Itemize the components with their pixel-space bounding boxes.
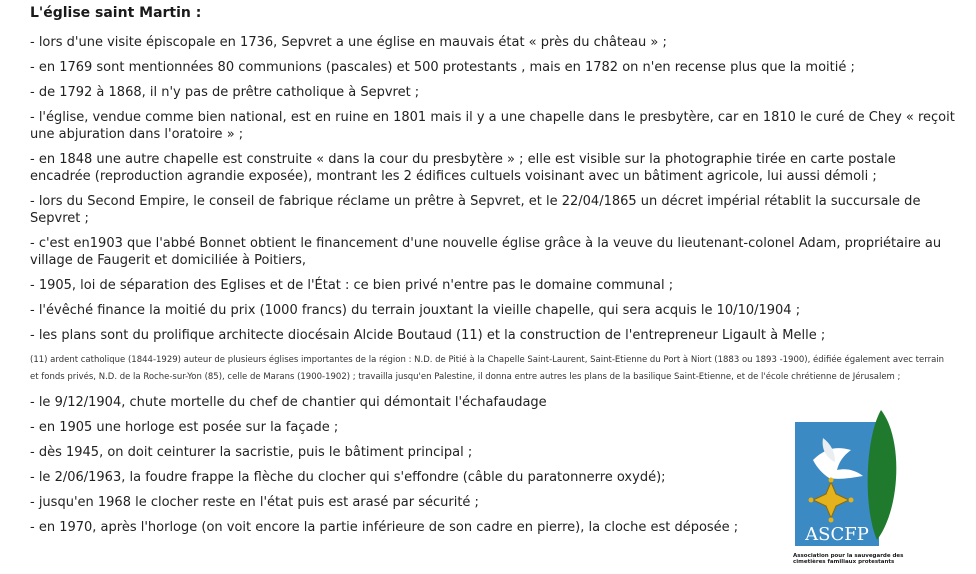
logo-name: ASCFP — [805, 524, 869, 545]
history-list-top — [30, 34, 955, 344]
ascfp-logo — [793, 408, 913, 568]
list-item: - les plans sont du prolifique architecte diocésain Alcide Boutaud (11) et la construction de l'entrepreneur Ligault à Melle ; — [30, 328, 826, 343]
list-item: - le 2/06/1963, la foudre frappe la flèche du clocher qui s'effondre (câble du paratonnerre oxydé); — [30, 470, 666, 485]
list-item: - l'évêché finance la moitié du prix (1000 francs) du terrain jouxtant la vieille chapelle, qui sera acquis le 10/10/1904 ; — [30, 303, 801, 318]
list-item: - dès 1945, on doit ceinturer la sacristie, puis le bâtiment principal ; — [30, 445, 473, 460]
list-item: - en 1769 sont mentionnées 80 communions (pascales) et 500 protestants , mais en 1782 on n'en recense plus que la moitié ; — [30, 60, 855, 75]
list-item: - jusqu'en 1968 le clocher reste en l'état puis est arasé par sécurité ; — [30, 495, 479, 510]
logo-caption: Association pour la sauvegarde des cimetières familiaux protestants — [793, 553, 904, 565]
list-item: - en 1970, après l'horloge (on voit encore la partie inférieure de son cadre en pierre), la cloche est déposée ; — [30, 520, 739, 535]
list-item: - le 9/12/1904, chute mortelle du chef de chantier qui démontait l'échafaudage — [30, 395, 547, 410]
list-item: - c'est en1903 que l'abbé Bonnet obtient le financement d'une nouvelle église grâce à la veuve du lieutenant-colonel Adam, propriétaire au village de Faugerit et domiciliée à Poitiers, — [30, 236, 942, 268]
list-item: - lors du Second Empire, le conseil de fabrique réclame un prêtre à Sepvret, et le 22/04/1865 un décret impérial rétablit la succursale de Sepvret ; — [30, 194, 921, 226]
ascfp-emblem-icon — [793, 408, 913, 553]
page-title: L'église saint Martin : — [30, 5, 202, 21]
list-item: - l'église, vendue comme bien national, est en ruine en 1801 mais il y a une chapelle dans le presbytère, car en 1810 le curé de Chey « reçoit une abjuration dans l'oratoire » ; — [30, 110, 955, 142]
list-item: - 1905, loi de séparation des Eglises et de l'État : ce bien privé n'entre pas le domaine communal ; — [30, 278, 674, 293]
list-item: - de 1792 à 1868, il n'y pas de prêtre catholique à Sepvret ; — [30, 85, 420, 100]
footnote: (11) ardent catholique (1844-1929) auteur de plusieurs églises importantes de la région : N.D. de Pitié à la Chapelle Saint-Laurent, Saint-Etienne du Port à Niort (1883 ou 1893 -1900), édifiée également avec terrain et fonds privés, N.D. de la Roche-sur-Yon (85), celle de Marans (1900-1902) ; travailla jusqu'en Palestine, il donna entre autres les plans de la basilique Saint-Etienne, et de l'école chrétienne de Jérusalem ; — [30, 355, 945, 382]
list-item: - en 1848 une autre chapelle est construite « dans la cour du presbytère » ; elle est visible sur la photographie tirée en carte postale encadrée (reproduction agrandie exposée), montrant les 2 édifices cultuels voisinant avec un bâtiment agricole, lui aussi démoli ; — [30, 152, 896, 184]
list-item: - en 1905 une horloge est posée sur la façade ; — [30, 420, 339, 435]
history-list-bottom — [30, 394, 770, 536]
list-item: - lors d'une visite épiscopale en 1736, Sepvret a une église en mauvais état « près du château » ; — [30, 35, 667, 50]
